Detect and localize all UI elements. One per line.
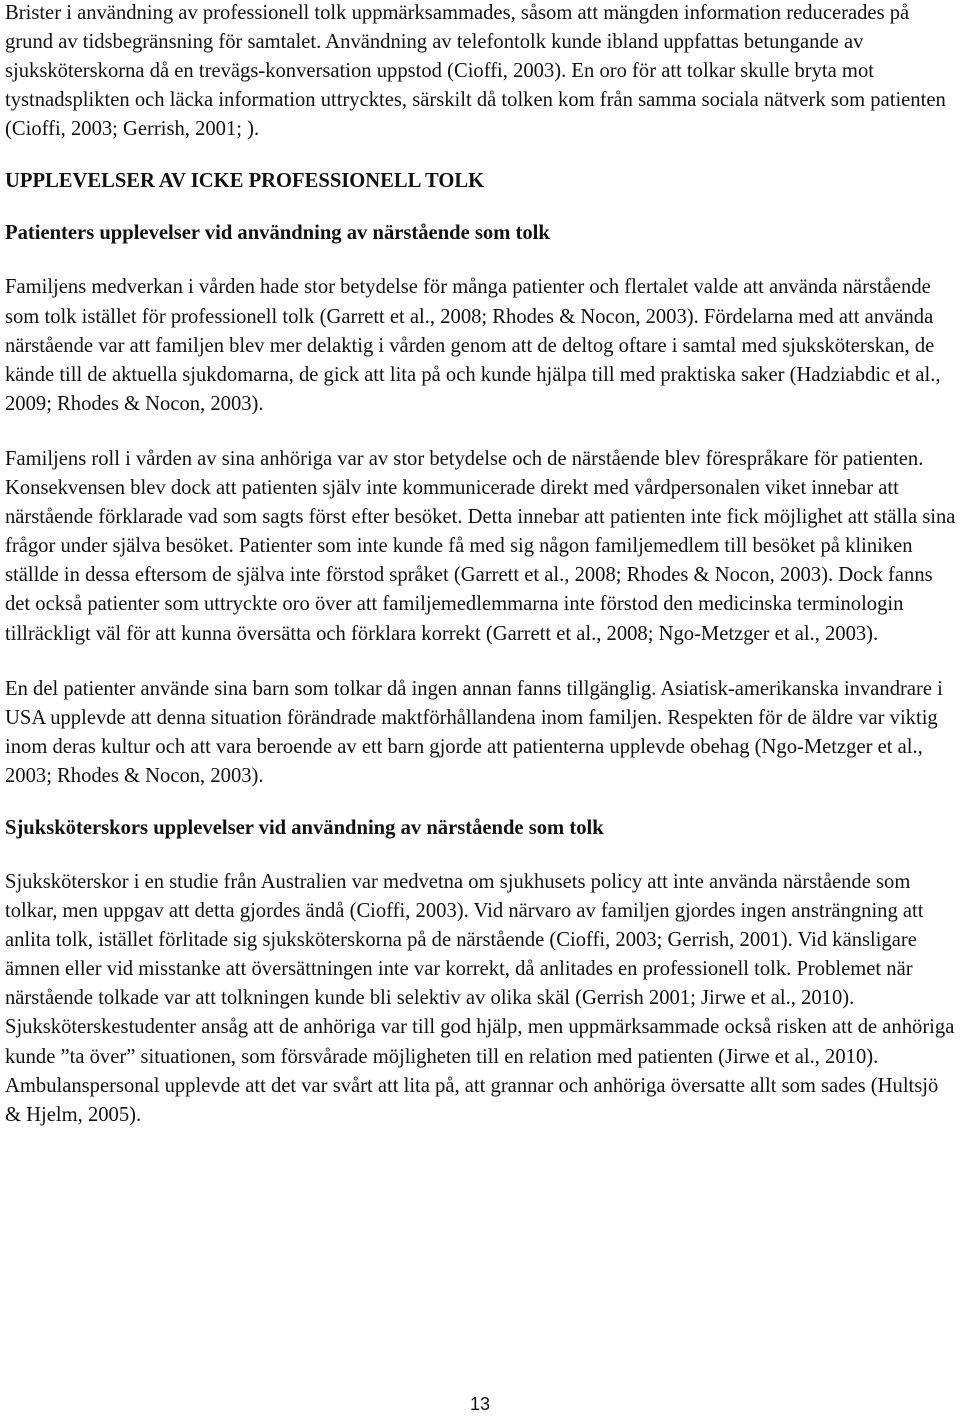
patients-subheading: Patienters upplevelser vid användning av närstående som tolk [5,222,550,245]
patients-paragraph-3: En del patienter använde sina barn som tolkar då ingen annan fanns tillgänglig. Asiatisk-amerikanska invandrare i USA upplevde att denna situation förändrade maktförhållandena inom familjen. Respekten för de äldre var viktig inom deras kultur och att vara beroende av ett barn gjorde att patienterna upplevde obehag (Ngo-Metzger et al., 2003; Rhodes & Nocon, 2003). [5,677,943,787]
nurses-paragraph-1: Sjuksköterskor i en studie från Australien var medvetna om sjukhusets policy att inte använda närstående som tolkar, men uppgav att detta gjordes ändå (Cioffi, 2003). Vid närvaro av familjen gjordes ingen ansträngning att anlita tolk, istället förlitade sig sjuksköterskorna på de närstående (Cioffi, 2003; Gerrish, 2001). Vid känsligare ämnen eller vid misstanke att översättningen inte var korrekt, då anlitades en professionell tolk. Problemet när närstående tolkade var att tolkningen kunde bli selektiv av olika skäl (Gerrish 2001; Jirwe et al., 2010). Sjuksköterskestudenter ansåg att de anhöriga var till god hjälp, men uppmärksammade också risken att de anhöriga kunde ”ta över” situationen, som försvårade möjligheten till en relation med patienten (Jirwe et al., 2010). Ambulanspersonal upplevde att det var svårt att lita på, att grannar och anhöriga översatte allt som sades (Hultsjö & Hjelm, 2005). [5,870,955,1126]
patients-paragraph-2: Familjens roll i vården av sina anhöriga var av stor betydelse och de närstående blev förespråkare för patienten. Konsekvensen blev dock att patienten själv inte kommunicerade direkt med vårdpersonalen viket innebar att närstående förklarade vad som sagts först efter besöket. Detta innebar att patienten inte fick möjlighet att ställa sina frågor under själva besöket. Patienter som inte kunde få med sig någon familjemedlem till besöket på kliniken ställde in dessa eftersom de själva inte förstod språket (Garrett et al., 2008; Rhodes & Nocon, 2003). Dock fanns det också patienter som uttryckte oro över att familjemedlemmarna inte förstod den medicinska terminologin tillräckligt väl för att kunna översätta och förklara korrekt (Garrett et al., 2008; Ngo-Metzger et al., 2003). [5,447,956,645]
nurses-subheading: Sjuksköterskors upplevelser vid användning av närstående som tolk [5,816,604,839]
page-number: 13 [469,1394,491,1414]
patients-paragraph-1: Familjens medverkan i vården hade stor betydelse för många patienter och flertalet valde att använda närstående som tolk istället för professionell tolk (Garrett et al., 2008; Rhodes & Nocon, 2003). Fördelarna med att använda närstående var att familjen blev mer delaktig i vården genom att de deltog oftare i samtal med sjuksköterskan, de kände till de aktuella sjukdomarna, de gick att lita på och kunde hjälpa till med praktiska saker (Hadziabdic et al., 2009; Rhodes & Nocon, 2003). [5,276,941,415]
document-page [5,0,957,1130]
section-heading: UPPLEVELSER AV ICKE PROFESSIONELL TOLK [5,170,485,193]
intro-paragraph: Brister i användning av professionell tolk uppmärksammades, såsom att mängden information reducerades på grund av tidsbegränsning för samtalet. Användning av telefontolk kunde ibland uppfattas betungande av sjuksköterskorna då en trevägs-konversation uppstod (Cioffi, 2003). En oro för att tolkar skulle bryta mot tystnadsplikten och läcka information uttrycktes, särskilt då tolken kom från samma sociala nätverk som patienten (Cioffi, 2003; Gerrish, 2001; ). [5,2,946,141]
